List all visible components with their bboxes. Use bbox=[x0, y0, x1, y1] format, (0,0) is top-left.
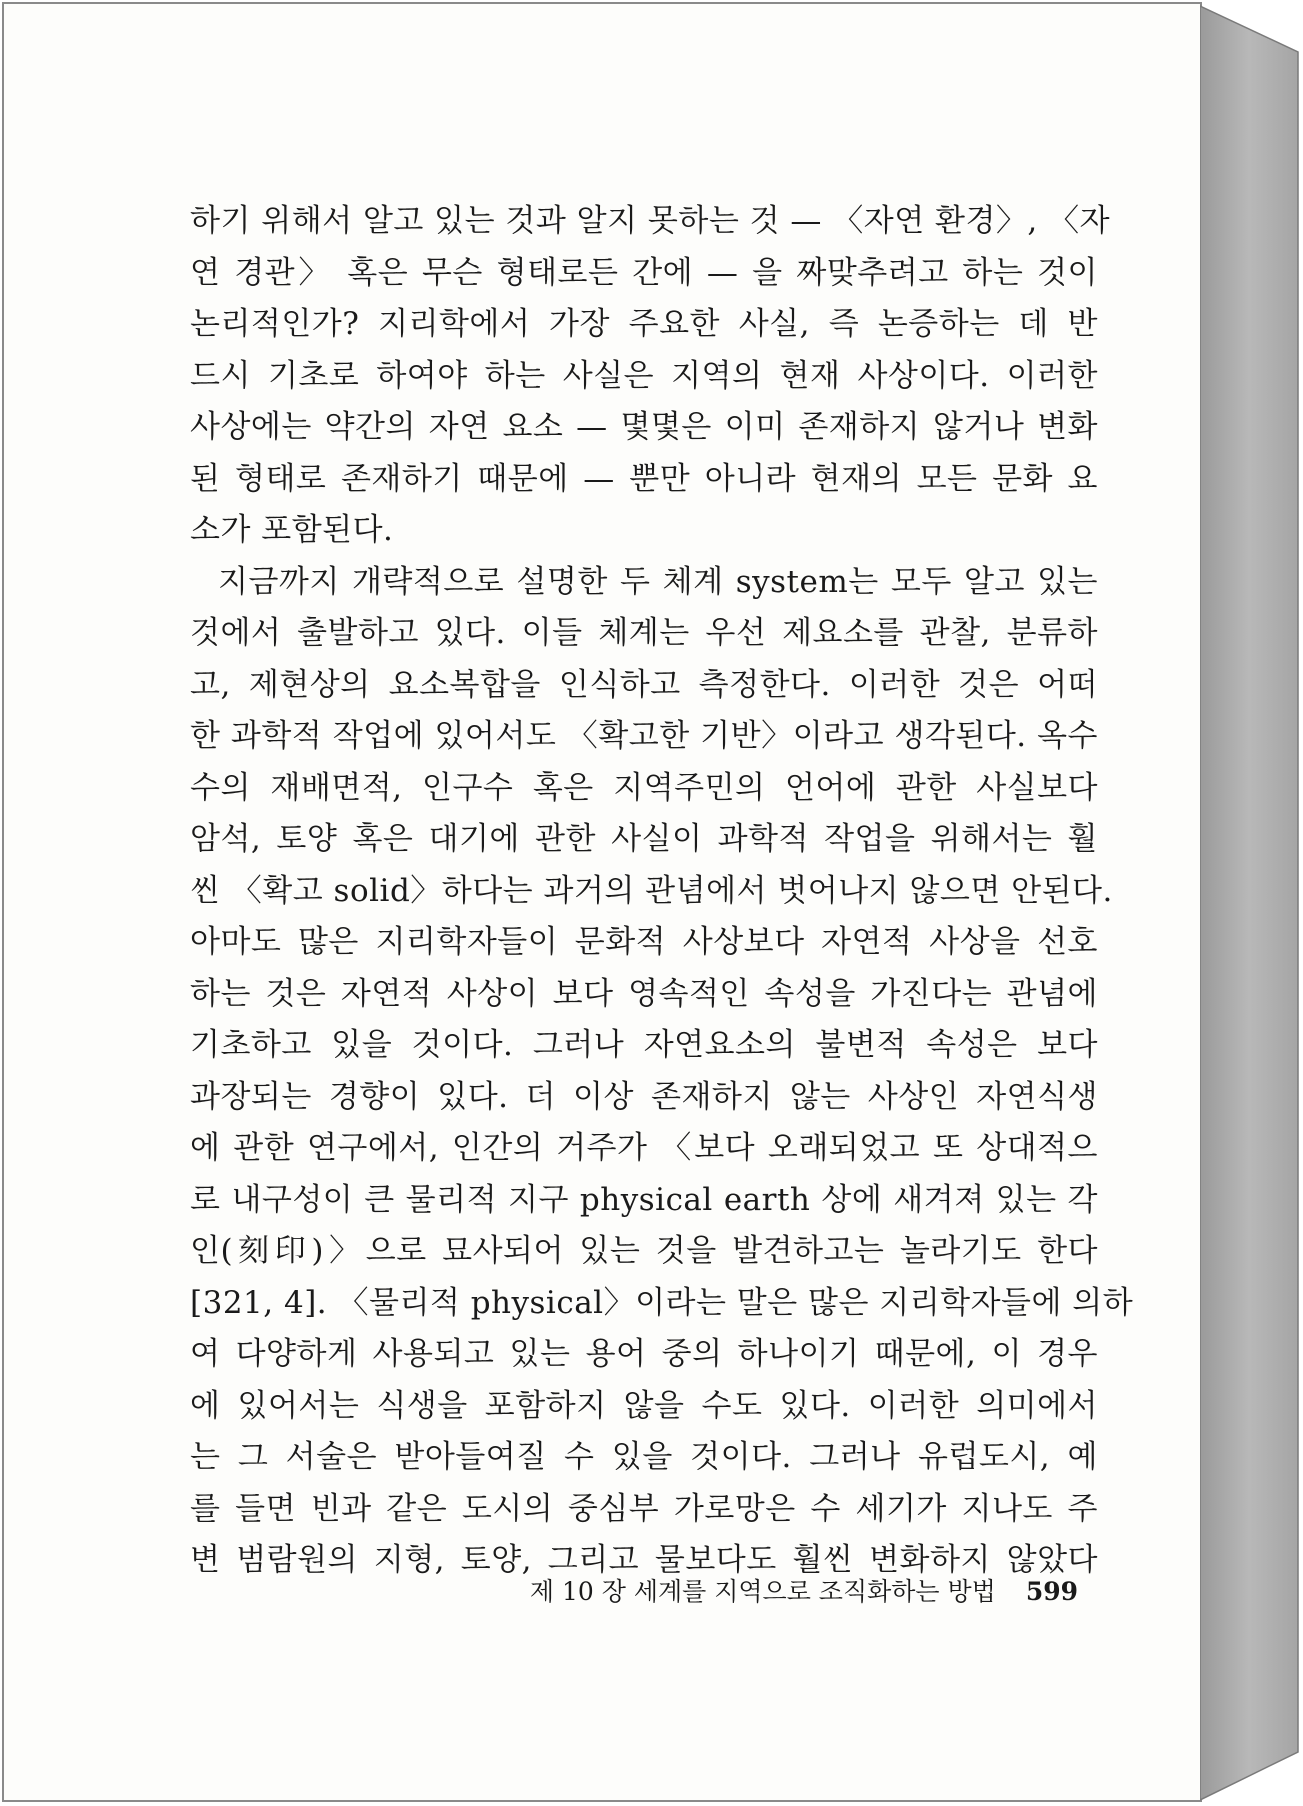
running-chapter-title: 제 10 장 세계를 지역으로 조직화하는 방법 bbox=[529, 1577, 996, 1606]
text-line: 논리적인가? 지리학에서 가장 주요한 사실, 즉 논증하는 데 반 bbox=[190, 306, 1098, 342]
text-line: 하는 것은 자연적 사상이 보다 영속적인 속성을 가진다는 관념에 bbox=[190, 975, 1098, 1012]
text-line: 드시 기초로 하여야 하는 사실은 지역의 현재 사상이다. 이러한 bbox=[190, 357, 1098, 394]
body-text bbox=[190, 196, 1134, 1587]
text-line: 고, 제현상의 요소복합을 인식하고 측정한다. 이러한 것은 어떠 bbox=[190, 666, 1098, 703]
text-line: [321, 4]. 〈물리적 physical〉이라는 말은 많은 지리학자들에 의하 bbox=[190, 1284, 1134, 1321]
text-line: 는 그 서술은 받아들여질 수 있을 것이다. 그러나 유럽도시, 예 bbox=[190, 1439, 1098, 1475]
text-line: 연 경관〉 혹은 무슨 형태로든 간에 — 을 짜맞추려고 하는 것이 bbox=[190, 254, 1098, 291]
text-line: 수의 재배면적, 인구수 혹은 지역주민의 언어에 관한 사실보다 bbox=[190, 769, 1098, 806]
text-line: 기초하고 있을 것이다. 그러나 자연요소의 불변적 속성은 보다 bbox=[190, 1027, 1098, 1063]
text-line: 소가 포함된다. bbox=[190, 512, 394, 548]
text-line: 로 내구성이 큰 물리적 지구 physical earth 상에 새겨져 있는 각 bbox=[190, 1181, 1098, 1218]
text-line: 를 들면 빈과 같은 도시의 중심부 가로망은 수 세기가 지나도 주 bbox=[190, 1490, 1098, 1527]
text-line: 아마도 많은 지리학자들이 문화적 사상보다 자연적 사상을 선호 bbox=[190, 924, 1098, 960]
book-page bbox=[2, 2, 1202, 1802]
text-line: 하기 위해서 알고 있는 것과 알지 못하는 것 — 〈자연 환경〉, 〈자 bbox=[190, 203, 1111, 239]
book-page-edge bbox=[1200, 2, 1303, 1802]
text-line: 한 과학적 작업에 있어서도 〈확고한 기반〉이라고 생각된다. 옥수 bbox=[190, 718, 1098, 754]
page-footer bbox=[504, 1572, 1078, 1608]
text-line: 사상에는 약간의 자연 요소 — 몇몇은 이미 존재하지 않거나 변화 bbox=[190, 409, 1098, 445]
page-edge-shading bbox=[1200, 2, 1303, 1802]
text-line: 변 범람원의 지형, 토양, 그리고 물보다도 훨씬 변화하지 않았다 bbox=[190, 1542, 1098, 1578]
text-line: 에 있어서는 식생을 포함하지 않을 수도 있다. 이러한 의미에서 bbox=[190, 1387, 1098, 1424]
paragraph-start-line: 지금까지 개략적으로 설명한 두 체계 system는 모두 알고 있는 bbox=[218, 563, 1098, 600]
text-line: 것에서 출발하고 있다. 이들 체계는 우선 제요소를 관찰, 분류하 bbox=[190, 615, 1098, 651]
page-number: 599 bbox=[1025, 1577, 1078, 1606]
text-line: 된 형태로 존재하기 때문에 — 뿐만 아니라 현재의 모든 문화 요 bbox=[190, 460, 1098, 497]
text-line: 과장되는 경향이 있다. 더 이상 존재하지 않는 사상인 자연식생 bbox=[190, 1078, 1098, 1115]
text-line: 에 관한 연구에서, 인간의 거주가 〈보다 오래되었고 또 상대적으 bbox=[190, 1130, 1098, 1166]
text-line: 인(刻印)〉으로 묘사되어 있는 것을 발견하고는 놀라기도 한다 bbox=[190, 1233, 1098, 1269]
text-line: 씬 〈확고 solid〉하다는 과거의 관념에서 벗어나지 않으면 안된다. bbox=[190, 872, 1113, 909]
text-line: 여 다양하게 사용되고 있는 용어 중의 하나이기 때문에, 이 경우 bbox=[190, 1336, 1098, 1372]
text-line: 암석, 토양 혹은 대기에 관한 사실이 과학적 작업을 위해서는 훨 bbox=[190, 821, 1098, 857]
